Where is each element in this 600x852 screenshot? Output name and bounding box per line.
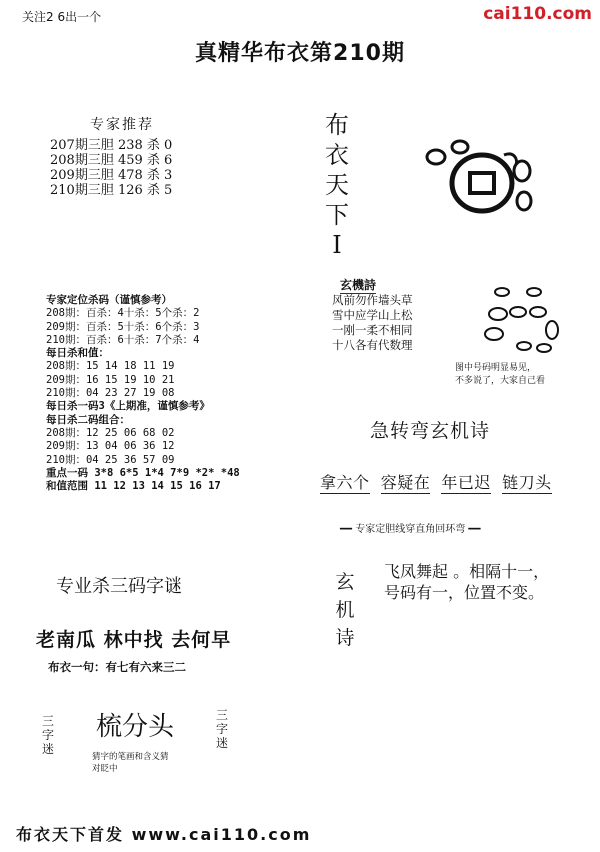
three-char-riddle-right xyxy=(216,708,230,750)
three-char-riddle-left xyxy=(42,714,56,756)
riddle-label-char: 三 xyxy=(42,714,55,728)
top-note: 关注2 6出一个 xyxy=(22,10,102,24)
recommend-list xyxy=(50,138,172,198)
riddle-part: 拿六个 xyxy=(320,473,370,492)
vertical-poem-label xyxy=(334,568,356,652)
image-note-line: 不多说了，大家自己看 xyxy=(455,376,546,386)
brand-char: 布 xyxy=(325,111,349,139)
expert-row: 209期：13 04 06 36 12 xyxy=(46,440,175,453)
expert-row: 专家定位杀码（谨慎参考） xyxy=(46,294,172,306)
brand-char: 衣 xyxy=(325,141,349,169)
expert-row: 210期：百杀：6十杀：7个杀：4 xyxy=(46,333,200,346)
riddle-hint xyxy=(92,751,169,775)
riddle-label-char: 字 xyxy=(42,728,55,742)
recommend-title: 专家推荐 xyxy=(90,117,154,133)
coin-puzzle-image xyxy=(418,135,548,225)
big-riddle-word: 梳分头 xyxy=(96,712,175,742)
expert-row: 和值范围 11 12 13 14 15 16 17 xyxy=(46,480,221,493)
vertical-poem-char: 机 xyxy=(335,599,355,621)
fly-poem-line: 飞凤舞起 。相隔十一， xyxy=(384,562,550,581)
riddle-label-char: 迷 xyxy=(42,742,55,756)
expert-row: 每日杀一码3《上期准，谨慎参考》 xyxy=(46,400,210,413)
buyi-saying: 布衣一句：有七有六来三二 xyxy=(48,660,186,674)
expert-subtitle-text: 专家定胆线穿直角回环弯 xyxy=(355,524,466,535)
recommend-row: 209期三胆 478 杀 3 xyxy=(50,168,173,183)
image-note-line: 图中号码明显易见， xyxy=(455,363,537,373)
footer-banner: 布衣天下首发 www.cai110.com xyxy=(16,825,312,844)
recommend-row: 207期三胆 238 杀 0 xyxy=(50,138,173,153)
riddle-part: 年已迟 xyxy=(441,473,491,492)
riddle-label-char: 三 xyxy=(216,708,229,722)
poem-line: 一刚一柔不相同 xyxy=(332,323,413,337)
brand-char: 下 xyxy=(325,201,349,229)
expert-row: 210期：04 25 36 57 09 xyxy=(46,453,175,466)
brand-char: 天 xyxy=(325,171,349,199)
mystery-poem-title: 玄機詩 xyxy=(340,278,377,292)
riddle-label-char: 迷 xyxy=(216,736,229,750)
expert-row: 208期：百杀：4十杀：5个杀：2 xyxy=(46,307,200,320)
expert-row: 209期：16 15 19 10 21 xyxy=(46,373,175,386)
fly-poem-line: 号码有一，位置不变。 xyxy=(384,583,545,602)
poem-line: 十八各有代数理 xyxy=(332,338,413,352)
expert-row: 重点一码 3*8 6*5 1*4 7*9 *2* *48 xyxy=(46,466,240,479)
riddle-poem-line xyxy=(320,470,552,493)
riddle-label-char: 字 xyxy=(216,722,229,736)
riddle-part: 链刀头 xyxy=(502,473,552,492)
expert-row: 每日杀二码组合： xyxy=(46,413,130,426)
expert-row: 208期：12 25 06 68 02 xyxy=(46,426,175,439)
kill3-title: 专业杀三码字谜 xyxy=(56,576,182,597)
expert-row: 每日杀和值： xyxy=(46,347,109,360)
riddle-poem-title: 急转弯玄机诗 xyxy=(370,420,491,442)
dash-left: ━━ xyxy=(340,524,353,535)
page-title: 真精华布衣第210期 xyxy=(195,41,405,66)
riddle-hint-line: 猜字的笔画和含义猜 xyxy=(92,752,169,762)
expert-row: 209期：百杀：5十杀：6个杀：3 xyxy=(46,320,200,333)
mystery-poem-lines xyxy=(332,293,413,353)
expert-kill-block xyxy=(46,294,240,493)
expert-row: 208期：15 14 18 11 19 xyxy=(46,360,175,373)
brand-char: I xyxy=(332,231,342,259)
brand-vertical xyxy=(322,110,352,260)
dash-right: ━━ xyxy=(468,524,481,535)
riddle-part: 容疑在 xyxy=(380,473,431,492)
recommend-row: 210期三胆 126 杀 5 xyxy=(50,183,173,198)
number-puzzle-image xyxy=(472,284,564,356)
riddle-hint-line: 对眨中 xyxy=(92,764,118,774)
vertical-poem-char: 玄 xyxy=(335,571,355,593)
image-note xyxy=(455,362,545,388)
site-logo[interactable]: cai110.com xyxy=(483,4,592,24)
fly-poem-text xyxy=(384,561,549,603)
poem-line: 雪中应学山上松 xyxy=(332,308,413,322)
vertical-poem-char: 诗 xyxy=(335,627,355,649)
expert-subtitle xyxy=(340,520,480,535)
expert-row: 210期：04 23 27 19 08 xyxy=(46,387,175,400)
poem-line: 风前勿作墙头草 xyxy=(332,293,413,307)
kill3-answer: 老南瓜 林中找 去何早 xyxy=(36,629,232,651)
recommend-row: 208期三胆 459 杀 6 xyxy=(50,153,173,168)
